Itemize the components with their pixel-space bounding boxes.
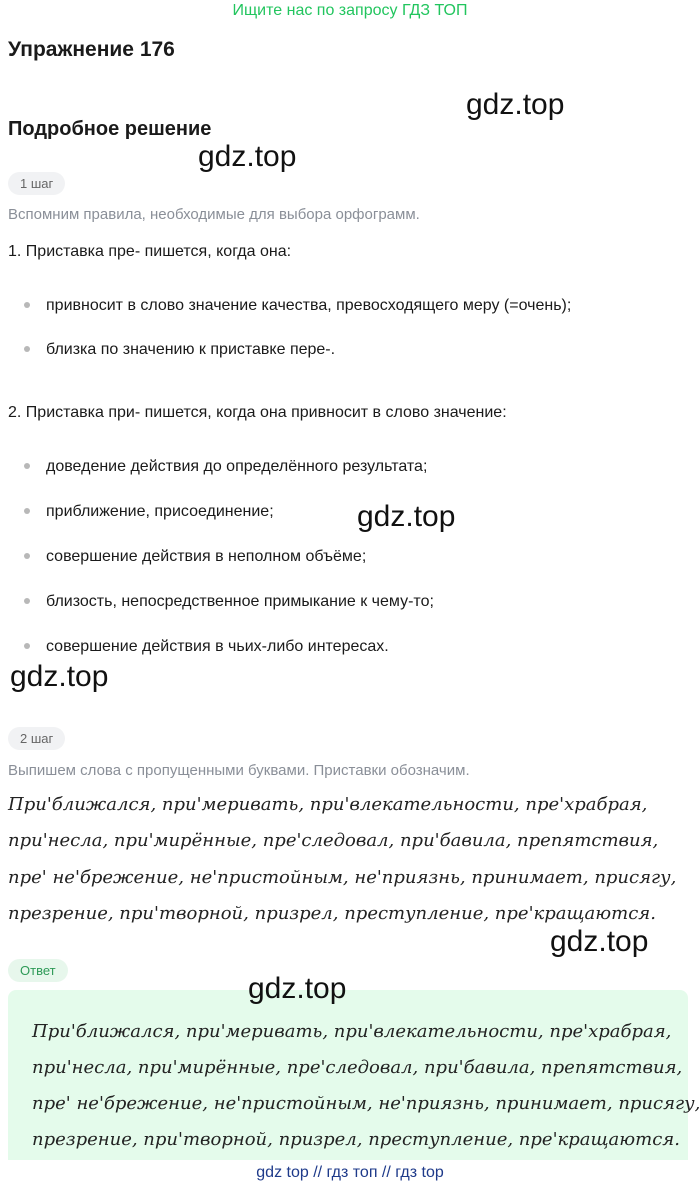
- answer-line: При'ближался, при'меривать, при'влекательности, пре'храбрая,: [32, 1021, 672, 1042]
- rule-heading: 2. Приставка при- пишется, когда она привносит в слово значение:: [8, 404, 507, 421]
- list-item: совершение действия в неполном объёме;: [8, 548, 366, 566]
- rule-heading: 1. Приставка пре- пишется, когда она:: [8, 243, 292, 260]
- bullet-icon: [24, 302, 30, 308]
- bullet-icon: [24, 553, 30, 559]
- section-title: Подробное решение: [8, 118, 212, 140]
- answer-line: презрение, при'творной, призрел, преступление, пре'кращаются.: [32, 1129, 680, 1150]
- answer-box: [8, 990, 700, 1160]
- list-item: близка по значению к приставке пере-.: [8, 341, 335, 359]
- step-badge: 2 шаг: [8, 727, 65, 750]
- bullet-icon: [24, 346, 30, 352]
- list-item: совершение действия в чьих-либо интересах.: [8, 638, 389, 656]
- search-banner[interactable]: Ищите нас по запросу ГДЗ ТОП: [232, 2, 468, 19]
- solution-line: пре' не'брежение, не'пристойным, не'приязнь, принимает, присягу,: [8, 867, 677, 888]
- watermark: gdz.top: [357, 500, 456, 533]
- solution-line: презрение, при'творной, призрел, преступление, пре'кращаются.: [8, 903, 656, 924]
- list-item: близость, непосредственное примыкание к чему-то;: [8, 593, 434, 611]
- list-item: доведение действия до определённого результата;: [8, 458, 427, 476]
- bullet-icon: [24, 643, 30, 649]
- page-title: Упражнение 176: [8, 38, 175, 61]
- watermark: gdz.top: [550, 925, 649, 958]
- bullet-icon: [24, 598, 30, 604]
- list-item: привносит в слово значение качества, превосходящего меру (=очень);: [8, 297, 571, 315]
- watermark: gdz.top: [198, 140, 297, 173]
- step-intro: Выпишем слова с пропущенными буквами. Приставки обозначим.: [8, 762, 470, 779]
- solution-line: При'ближался, при'меривать, при'влекательности, пре'храбрая,: [8, 794, 648, 815]
- list-item: приближение, присоединение;: [8, 503, 274, 521]
- solution-line: при'несла, при'мирённые, пре'следовал, при'бавила, препятствия,: [8, 830, 659, 851]
- footer-links[interactable]: gdz top // гдз топ // гдз top: [256, 1164, 444, 1181]
- answer-line: при'несла, при'мирённые, пре'следовал, при'бавила, препятствия,: [32, 1057, 683, 1078]
- step-intro: Вспомним правила, необходимые для выбора орфограмм.: [8, 206, 420, 223]
- watermark: gdz.top: [248, 972, 347, 1005]
- answer-badge: Ответ: [8, 959, 68, 982]
- bullet-icon: [24, 508, 30, 514]
- step-badge: 1 шаг: [8, 172, 65, 195]
- answer-line: пре' не'брежение, не'пристойным, не'приязнь, принимает, присягу,: [32, 1093, 700, 1114]
- bullet-icon: [24, 463, 30, 469]
- watermark: gdz.top: [466, 88, 565, 121]
- watermark: gdz.top: [10, 660, 109, 693]
